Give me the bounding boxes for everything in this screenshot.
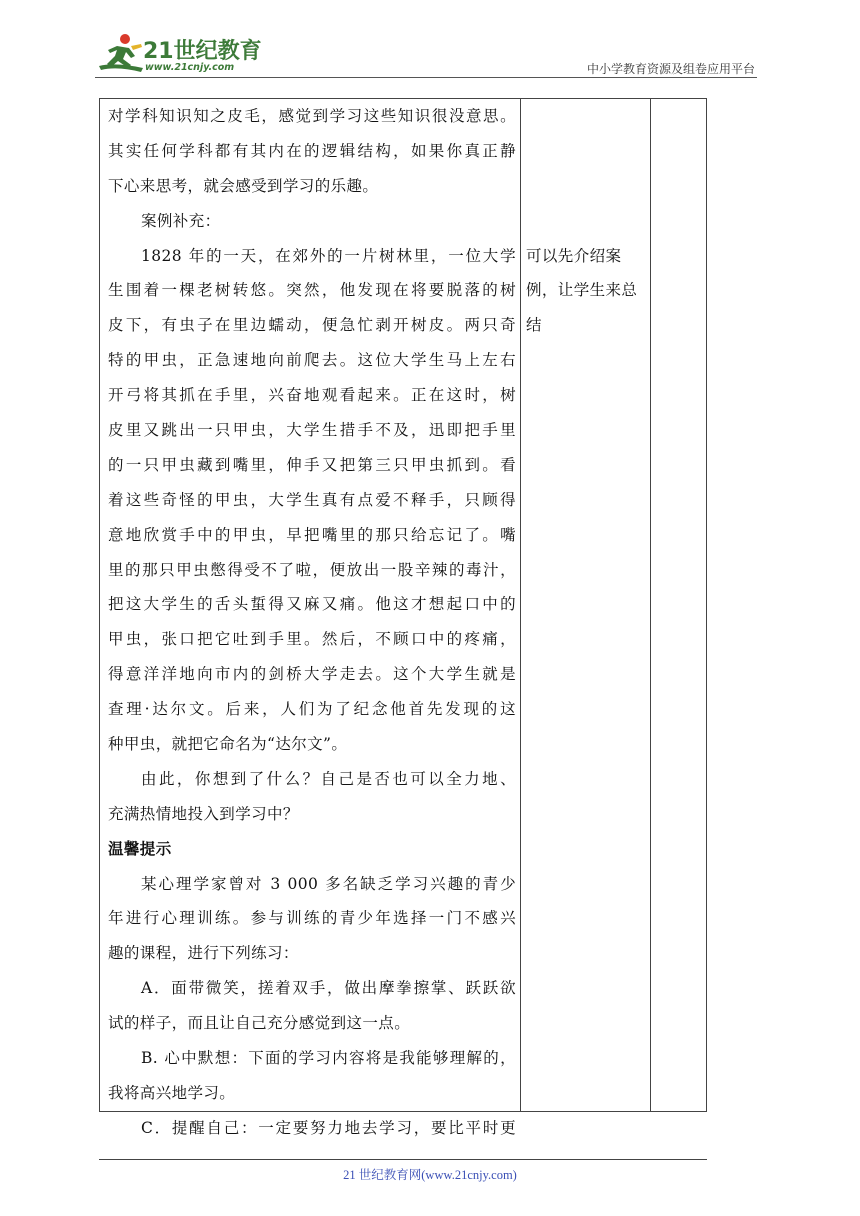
- text-line: C．提醒自己：一定要努力地去学习，要比平时更: [141, 1118, 516, 1137]
- text-line: 其实任何学科都有其内在的逻辑结构，如果你真正静: [108, 141, 516, 160]
- text-line: 下心来思考，就会感受到学习的乐趣。: [108, 176, 379, 195]
- text-line: 我将高兴地学习。: [108, 1083, 236, 1102]
- text-line: 某心理学家曾对 3 000 多名缺乏学习兴趣的青少: [141, 874, 516, 893]
- text-line: 对学科知识知之皮毛，感觉到学习这些知识很没意思。: [108, 107, 516, 125]
- site-logo[interactable]: [95, 30, 265, 78]
- text-line: 由此，你想到了什么？自己是否也可以全力地、: [141, 769, 516, 788]
- text-line: 种甲虫，就把它命名为“达尔文”。: [108, 735, 348, 754]
- logo-brand: 21世纪教育: [143, 39, 262, 64]
- text-line: 1828 年的一天，在郊外的一片树林里，一位大学: [141, 246, 516, 265]
- text-line: 的一只甲虫藏到嘴里，伸手又把第三只甲虫抓到。看: [108, 455, 516, 474]
- tip-heading: 温馨提示: [108, 839, 172, 858]
- text-line: 充满热情地投入到学习中？: [108, 804, 299, 823]
- text-line: 甲虫，张口把它吐到手里。然后，不顾口中的疼痛，: [108, 630, 516, 649]
- footer-text[interactable]: 21 世纪教育网(www.21cnjy.com): [343, 1168, 517, 1182]
- text-line: 意地欣赏手中的甲虫，早把嘴里的那只给忘记了。嘴: [108, 525, 516, 544]
- text-line: 把这大学生的舌头蜇得又麻又痛。他这才想起口中的: [108, 595, 516, 614]
- text-line: 着这些奇怪的甲虫，大学生真有点爱不释手，只顾得: [108, 490, 516, 509]
- section-label: 案例补充：: [141, 211, 221, 230]
- teaching-note-cell: [526, 239, 644, 344]
- note-line: 可以先介绍案: [526, 246, 622, 265]
- text-line: 皮里又跳出一只甲虫，大学生措手不及，迅即把手里: [108, 421, 516, 440]
- text-line: 皮下，有虫子在里边蠕动，便急忙剥开树皮。两只奇: [108, 316, 516, 335]
- text-line: 年进行心理训练。参与训练的青少年选择一门不感兴: [108, 909, 516, 928]
- text-line: 里的那只甲虫憋得受不了啦，便放出一股辛辣的毒汁，: [108, 560, 516, 579]
- text-line: 开弓将其抓在手里，兴奋地观看起来。正在这时，树: [108, 386, 516, 405]
- column-divider: [520, 99, 521, 1111]
- text-line: 生围着一棵老树转悠。突然，他发现在将要脱落的树: [108, 281, 516, 300]
- text-line: 趣的课程，进行下列练习：: [108, 944, 299, 963]
- footer-divider: [99, 1159, 707, 1160]
- logo-url: www.21cnjy.com: [145, 62, 235, 73]
- text-line: 得意洋洋地向市内的剑桥大学走去。这个大学生就是: [108, 665, 516, 684]
- header-tagline: 中小学教育资源及组卷应用平台: [586, 62, 755, 76]
- text-line: B. 心中默想：下面的学习内容将是我能够理解的，: [141, 1049, 516, 1068]
- text-line: 试的样子，而且让自己充分感觉到这一点。: [108, 1014, 411, 1033]
- lesson-table: [99, 98, 707, 1137]
- page-header: [95, 30, 757, 78]
- text-line: A．面带微笑，搓着双手，做出摩拳擦掌、跃跃欲: [141, 979, 516, 998]
- note-line: 例，让学生来总: [526, 281, 638, 300]
- note-line: 结: [526, 316, 542, 335]
- running-figure-icon: [95, 32, 147, 76]
- column-divider: [650, 99, 651, 1111]
- text-line: 查理·达尔文。后来，人们为了纪念他首先发现的这: [108, 700, 516, 719]
- lesson-content-cell: [108, 99, 516, 1146]
- text-line: 特的甲虫，正急速地向前爬去。这位大学生马上左右: [108, 351, 516, 370]
- header-divider: [95, 77, 757, 78]
